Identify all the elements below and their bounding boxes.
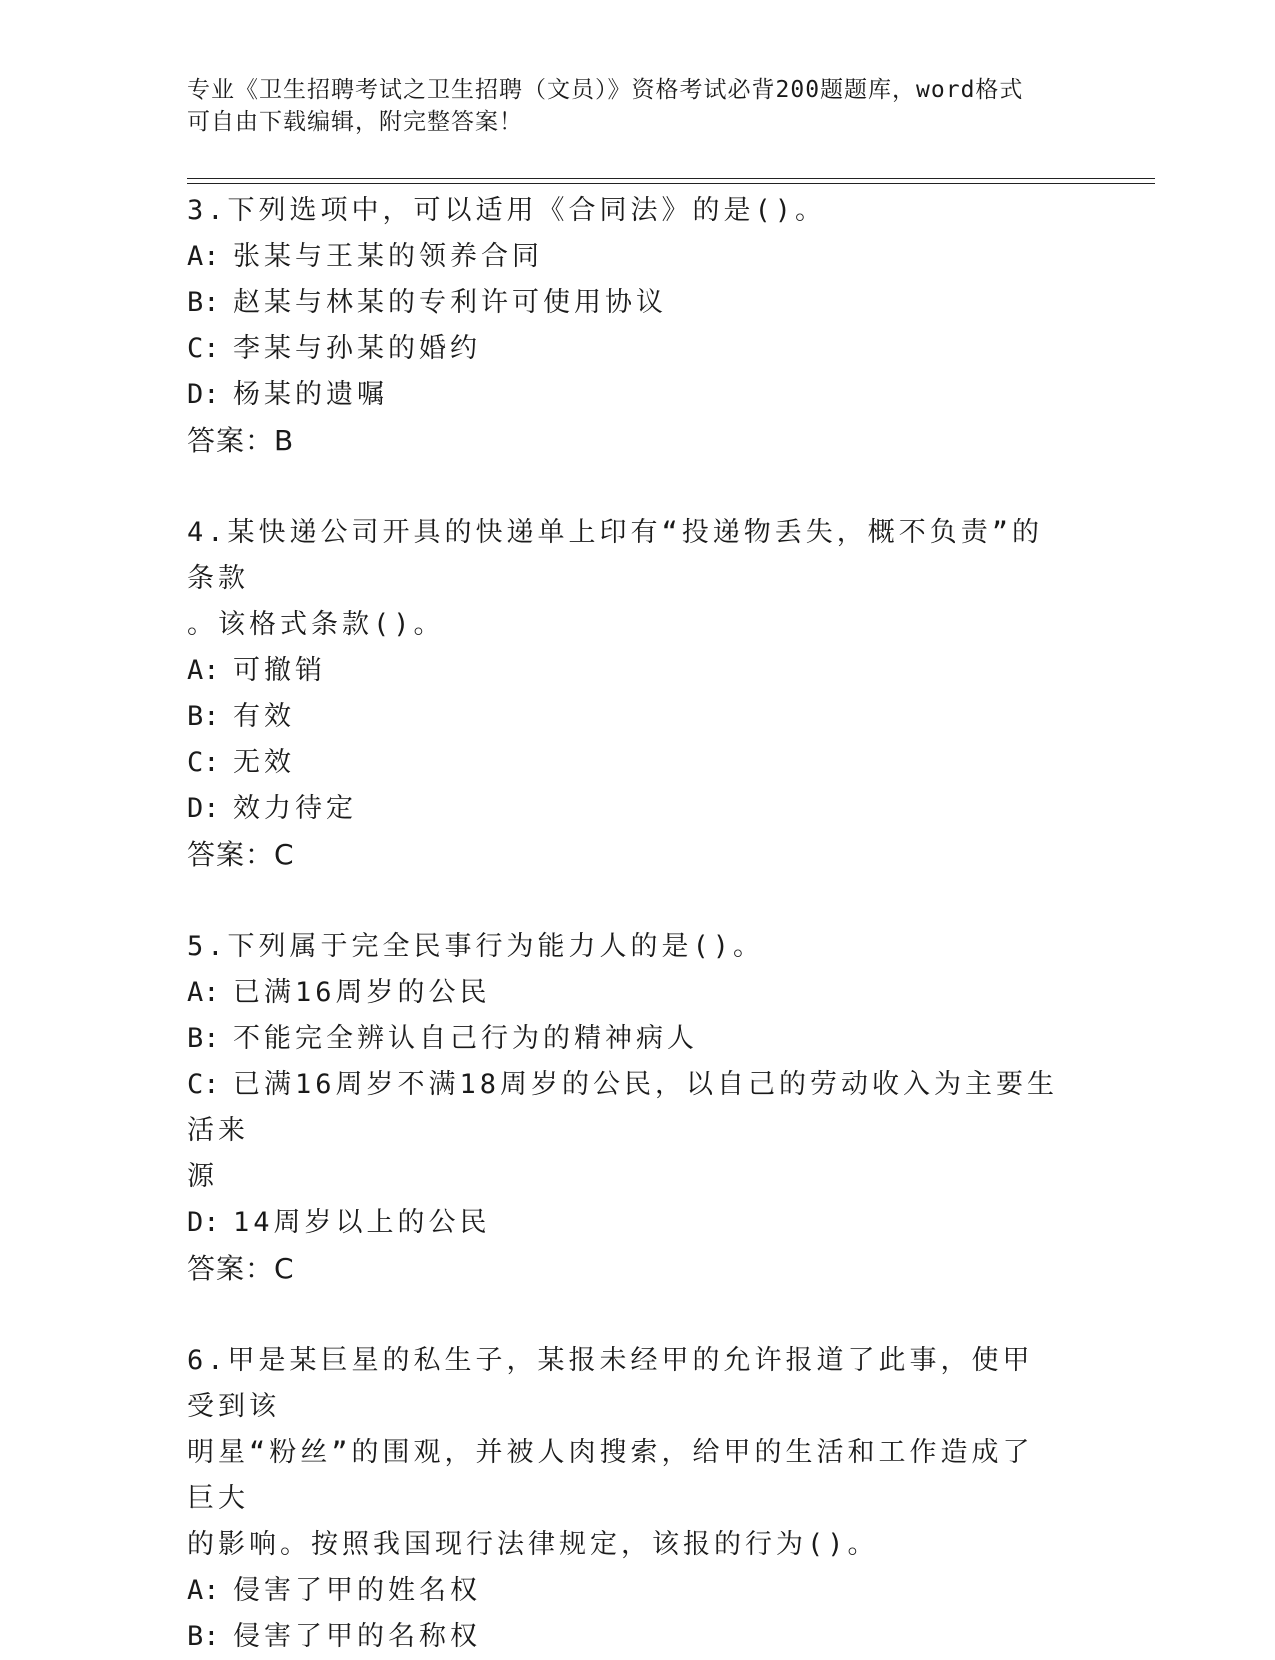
option-label: B: (187, 1023, 220, 1054)
header-rule-bottom (187, 183, 1155, 184)
answer: 答案：B (187, 424, 295, 457)
option-text: 已满16周岁的公民 (233, 977, 491, 1008)
header-line-1: 专业《卫生招聘考试之卫生招聘（文员）》资格考试必背200题题库，word格式 (187, 77, 1024, 103)
option-text: 赵某与林某的专利许可使用协议 (233, 287, 667, 318)
option-label: D: (187, 793, 220, 824)
question-stem-line-1: 4.某快递公司开具的快递单上印有“投递物丢失，概不负责”的条款 (187, 517, 1044, 594)
header-rule-top (187, 178, 1155, 179)
option-text: 有效 (233, 701, 295, 732)
option-label: B: (187, 287, 220, 318)
question-list (187, 188, 1087, 1660)
option-text: 杨某的遗嘱 (233, 379, 388, 410)
option-a (187, 648, 1087, 694)
option-c (187, 740, 1087, 786)
question-5 (187, 924, 1087, 1292)
option-c (187, 1062, 1087, 1154)
option-text: 侵害了甲的姓名权 (233, 1575, 481, 1606)
option-c-continuation: 源 (187, 1161, 218, 1192)
option-label: B: (187, 701, 220, 732)
question-3 (187, 188, 1087, 464)
question-stem-line-2: 明星“粉丝”的围观，并被人肉搜索，给甲的生活和工作造成了巨大 (187, 1437, 1034, 1514)
option-b (187, 280, 1087, 326)
option-a (187, 234, 1087, 280)
question-4 (187, 510, 1087, 878)
option-text: 无效 (233, 747, 295, 778)
option-d (187, 786, 1087, 832)
option-text: 可撤销 (233, 655, 326, 686)
option-d (187, 372, 1087, 418)
question-stem-line-3: 的影响。按照我国现行法律规定，该报的行为()。 (187, 1529, 879, 1560)
option-label: C: (187, 1069, 220, 1100)
option-a (187, 970, 1087, 1016)
option-label: A: (187, 241, 220, 272)
answer: 答案：C (187, 838, 295, 871)
question-stem-line-1: 6.甲是某巨星的私生子，某报未经甲的允许报道了此事，使甲受到该 (187, 1345, 1034, 1422)
option-label: D: (187, 379, 220, 410)
document-header (187, 74, 1067, 138)
option-text: 已满16周岁不满18周岁的公民，以自己的劳动收入为主要生活来 (187, 1069, 1059, 1146)
option-label: A: (187, 655, 220, 686)
question-6 (187, 1338, 1087, 1660)
option-text: 李某与孙某的婚约 (233, 333, 481, 364)
option-d (187, 1200, 1087, 1246)
answer: 答案：C (187, 1252, 295, 1285)
option-a (187, 1568, 1087, 1614)
option-text: 效力待定 (233, 793, 357, 824)
option-c (187, 326, 1087, 372)
option-label: A: (187, 1575, 220, 1606)
option-label: C: (187, 333, 220, 364)
question-stem: 3.下列选项中，可以适用《合同法》的是()。 (187, 195, 827, 226)
option-label: D: (187, 1207, 220, 1238)
option-label: B: (187, 1621, 220, 1652)
option-text: 张某与王某的领养合同 (233, 241, 543, 272)
option-text: 侵害了甲的名称权 (233, 1621, 481, 1652)
option-label: C: (187, 747, 220, 778)
option-b (187, 1016, 1087, 1062)
option-label: A: (187, 977, 220, 1008)
option-text: 不能完全辨认自己行为的精神病人 (233, 1023, 698, 1054)
question-stem-line-2: 。该格式条款()。 (187, 609, 445, 640)
question-stem: 5.下列属于完全民事行为能力人的是()。 (187, 931, 765, 962)
option-b (187, 694, 1087, 740)
option-text: 14周岁以上的公民 (233, 1207, 491, 1238)
option-b (187, 1614, 1087, 1660)
header-line-2: 可自由下载编辑，附完整答案！ (187, 109, 523, 135)
